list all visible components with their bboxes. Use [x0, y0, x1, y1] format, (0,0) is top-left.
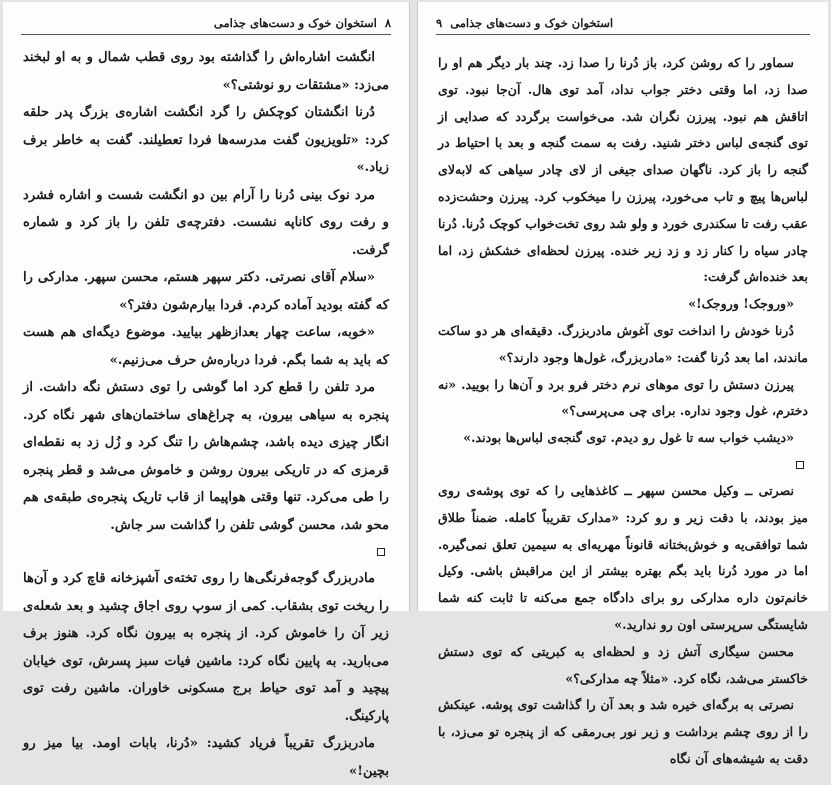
section-break-square-icon	[796, 461, 804, 469]
paragraph: «وروجک! وروجک!»	[688, 296, 794, 312]
paragraph: مرد نوک بینی دُرنا را آرام بین دو انگشت شست و اشاره فشرد و رفت روی کاناپه نشست. دفترچه‌ی تلفن را باز کرد و شماره گرفت.	[23, 187, 389, 258]
paragraph: نصرتی به برگه‌ای خیره شد و بعد آن را گذاشت توی پوشه. عینکش را از روی چشم برداشت و زیر نور بی‌رمقی که از پنجره تو می‌زد، با دقت به شیشه‌های آن نگاه	[438, 697, 808, 766]
paragraph: مادربزرگ گوجه‌فرنگی‌ها را روی تخته‌ی آشپزخانه قاچ کرد و آن‌ها را ریخت توی بشقاب. کمی از سوپ روی اجاق چشید و بعد شعله‌ی زیر آن را خاموش کرد. از پنجره به بیرون نگاه کرد. هنوز برف می‌بارید. به پایین نگاه کرد: ماشین فیات سبز پسرش، توی خیابان پیچید و آمد توی حیاط برج مسکونی خاوران. ماشین رفت توی پارکینگ.	[23, 571, 389, 724]
running-title: استخوان خوک و دست‌های جذامی	[450, 16, 614, 30]
paragraph: مادربزرگ تقریباً فریاد کشید: «دُرنا، بابات اومد. بیا میز رو بچین!»	[23, 736, 389, 779]
paragraph: مرد تلفن را قطع کرد اما گوشی را توی دستش نگه داشت. از پنجره به سیاهی بیرون، به چراغ‌های ساختمان‌های شهر نگاه کرد. انگار چیزی دیده باشد، چشم‌هاش را تنگ کرد و زُل زد به نقطه‌ای قرمزی که در تاریکی بیرون روشن و خاموش می‌شد و قطر پنجره را طی می‌کرد. تنها وقتی هواپیما از قاب تاریک پنجره‌ی طبقه‌ی هم محو شد، محسن گوشی تلفن را گذاشت سر جاش.	[23, 380, 389, 533]
page-body	[23, 44, 389, 779]
paragraph: «خوبه، ساعت چهار بعدازظهر بیایید. موضوع دیگه‌ای هم هست که باید به شما بگم. فردا درباره‌ش حرف می‌زنیم.»	[23, 325, 389, 368]
page-body	[438, 50, 808, 766]
page-number: ۸	[384, 16, 391, 30]
paragraph: محسن سیگاری آتش زد و لحظه‌ای به کبریتی که توی دستش خاکستر می‌شد، نگاه کرد. «مثلاً چه مدارکی؟»	[438, 643, 808, 686]
paragraph: سماور را که روشن کرد، باز دُرنا را صدا زد. چند بار دیگر هم او را صدا زد، اما وقتی دختر جواب نداد، آمد توی هال. آن‌جا نبود. توی اتاقش هم نبود. پیرزن نگران شد. می‌خواست برگردد که صدایی از توی گنجه‌ی لباس دختر شنید. رفت به سمت گنجه و بعد با احتیاط در گنجه را باز کرد. ناگهان صدای جیغی از لای چادر سیاهی که لابه‌لای لباس‌ها پیچ و تاب می‌خورد، پیرزن را میخکوب کرد. پیرزن وحشت‌زده عقب رفت تا سکندری خورد و ولو شد روی تخت‌خواب کوچک دُرنا. دُرنا چادر سیاه را کنار زد و زد زیر خنده. پیرزن لحظه‌ای خشکش زد، اما بعد خنده‌اش گرفت:	[438, 55, 808, 285]
paragraph: دُرنا خودش را انداخت توی آغوش مادربزرگ. دقیقه‌ای هر دو ساکت ماندند، اما بعد دُرنا گفت: «مادربزرگ، غول‌ها وجود دارند؟»	[438, 322, 808, 365]
page-header	[21, 12, 391, 35]
section-break-square-icon	[377, 548, 385, 556]
paragraph: دُرنا انگشتان کوچکش را گرد انگشت اشاره‌ی بزرگ پدر حلقه کرد: «تلویزیون گفت مدرسه‌ها فردا تعطیلند. گفت به خاطر برف زیاد.»	[23, 105, 389, 175]
page-number: ۹	[436, 16, 443, 30]
paragraph: نصرتی ــ وکیل محسن سپهر ــ کاغذهایی را که توی پوشه‌ی روی میز بودند، با دقت زیر و رو کرد: «مدارک تقریباً کامله. ضمناً طلاق شما توافقی‌یه و خوش‌بختانه قانوناً مهریه‌ای به سیمین تعلق نمی‌گیره. اما در مورد دُرنا باید بگم بهتره بیشتر از این مراقبش باشی. وکیل خانم‌تون داره مدارکی رو برای دادگاه جمع می‌کنه تا ثابت کنه شما شایستگی سرپرستی اون رو ندارید.»	[438, 482, 808, 632]
paragraph: «سلام آقای نصرتی. دکتر سپهر هستم، محسن سپهر. مدارکی را که گفته بودید آماده کردم. فردا بیارم‌شون دفتر؟»	[23, 270, 389, 313]
paragraph: پیرزن دستش را توی موهای نرم دختر فرو برد و آن‌ها را بویید. «نه دخترم، غول وجود نداره. برای چی می‌پرسی؟»	[438, 376, 808, 419]
left-page	[3, 2, 409, 779]
paragraph: «دیشب خواب سه تا غول رو دیدم. توی گنجه‌ی لباس‌ها بودند.»	[463, 430, 794, 446]
page-header	[436, 12, 810, 35]
paragraph: انگشت اشاره‌اش را گذاشته بود روی قطب شمال و به او لبخند می‌زد: «مشتقات رو نوشتی؟»	[23, 50, 389, 93]
running-title: استخوان خوک و دست‌های جذامی	[213, 16, 377, 30]
right-page	[418, 2, 828, 766]
